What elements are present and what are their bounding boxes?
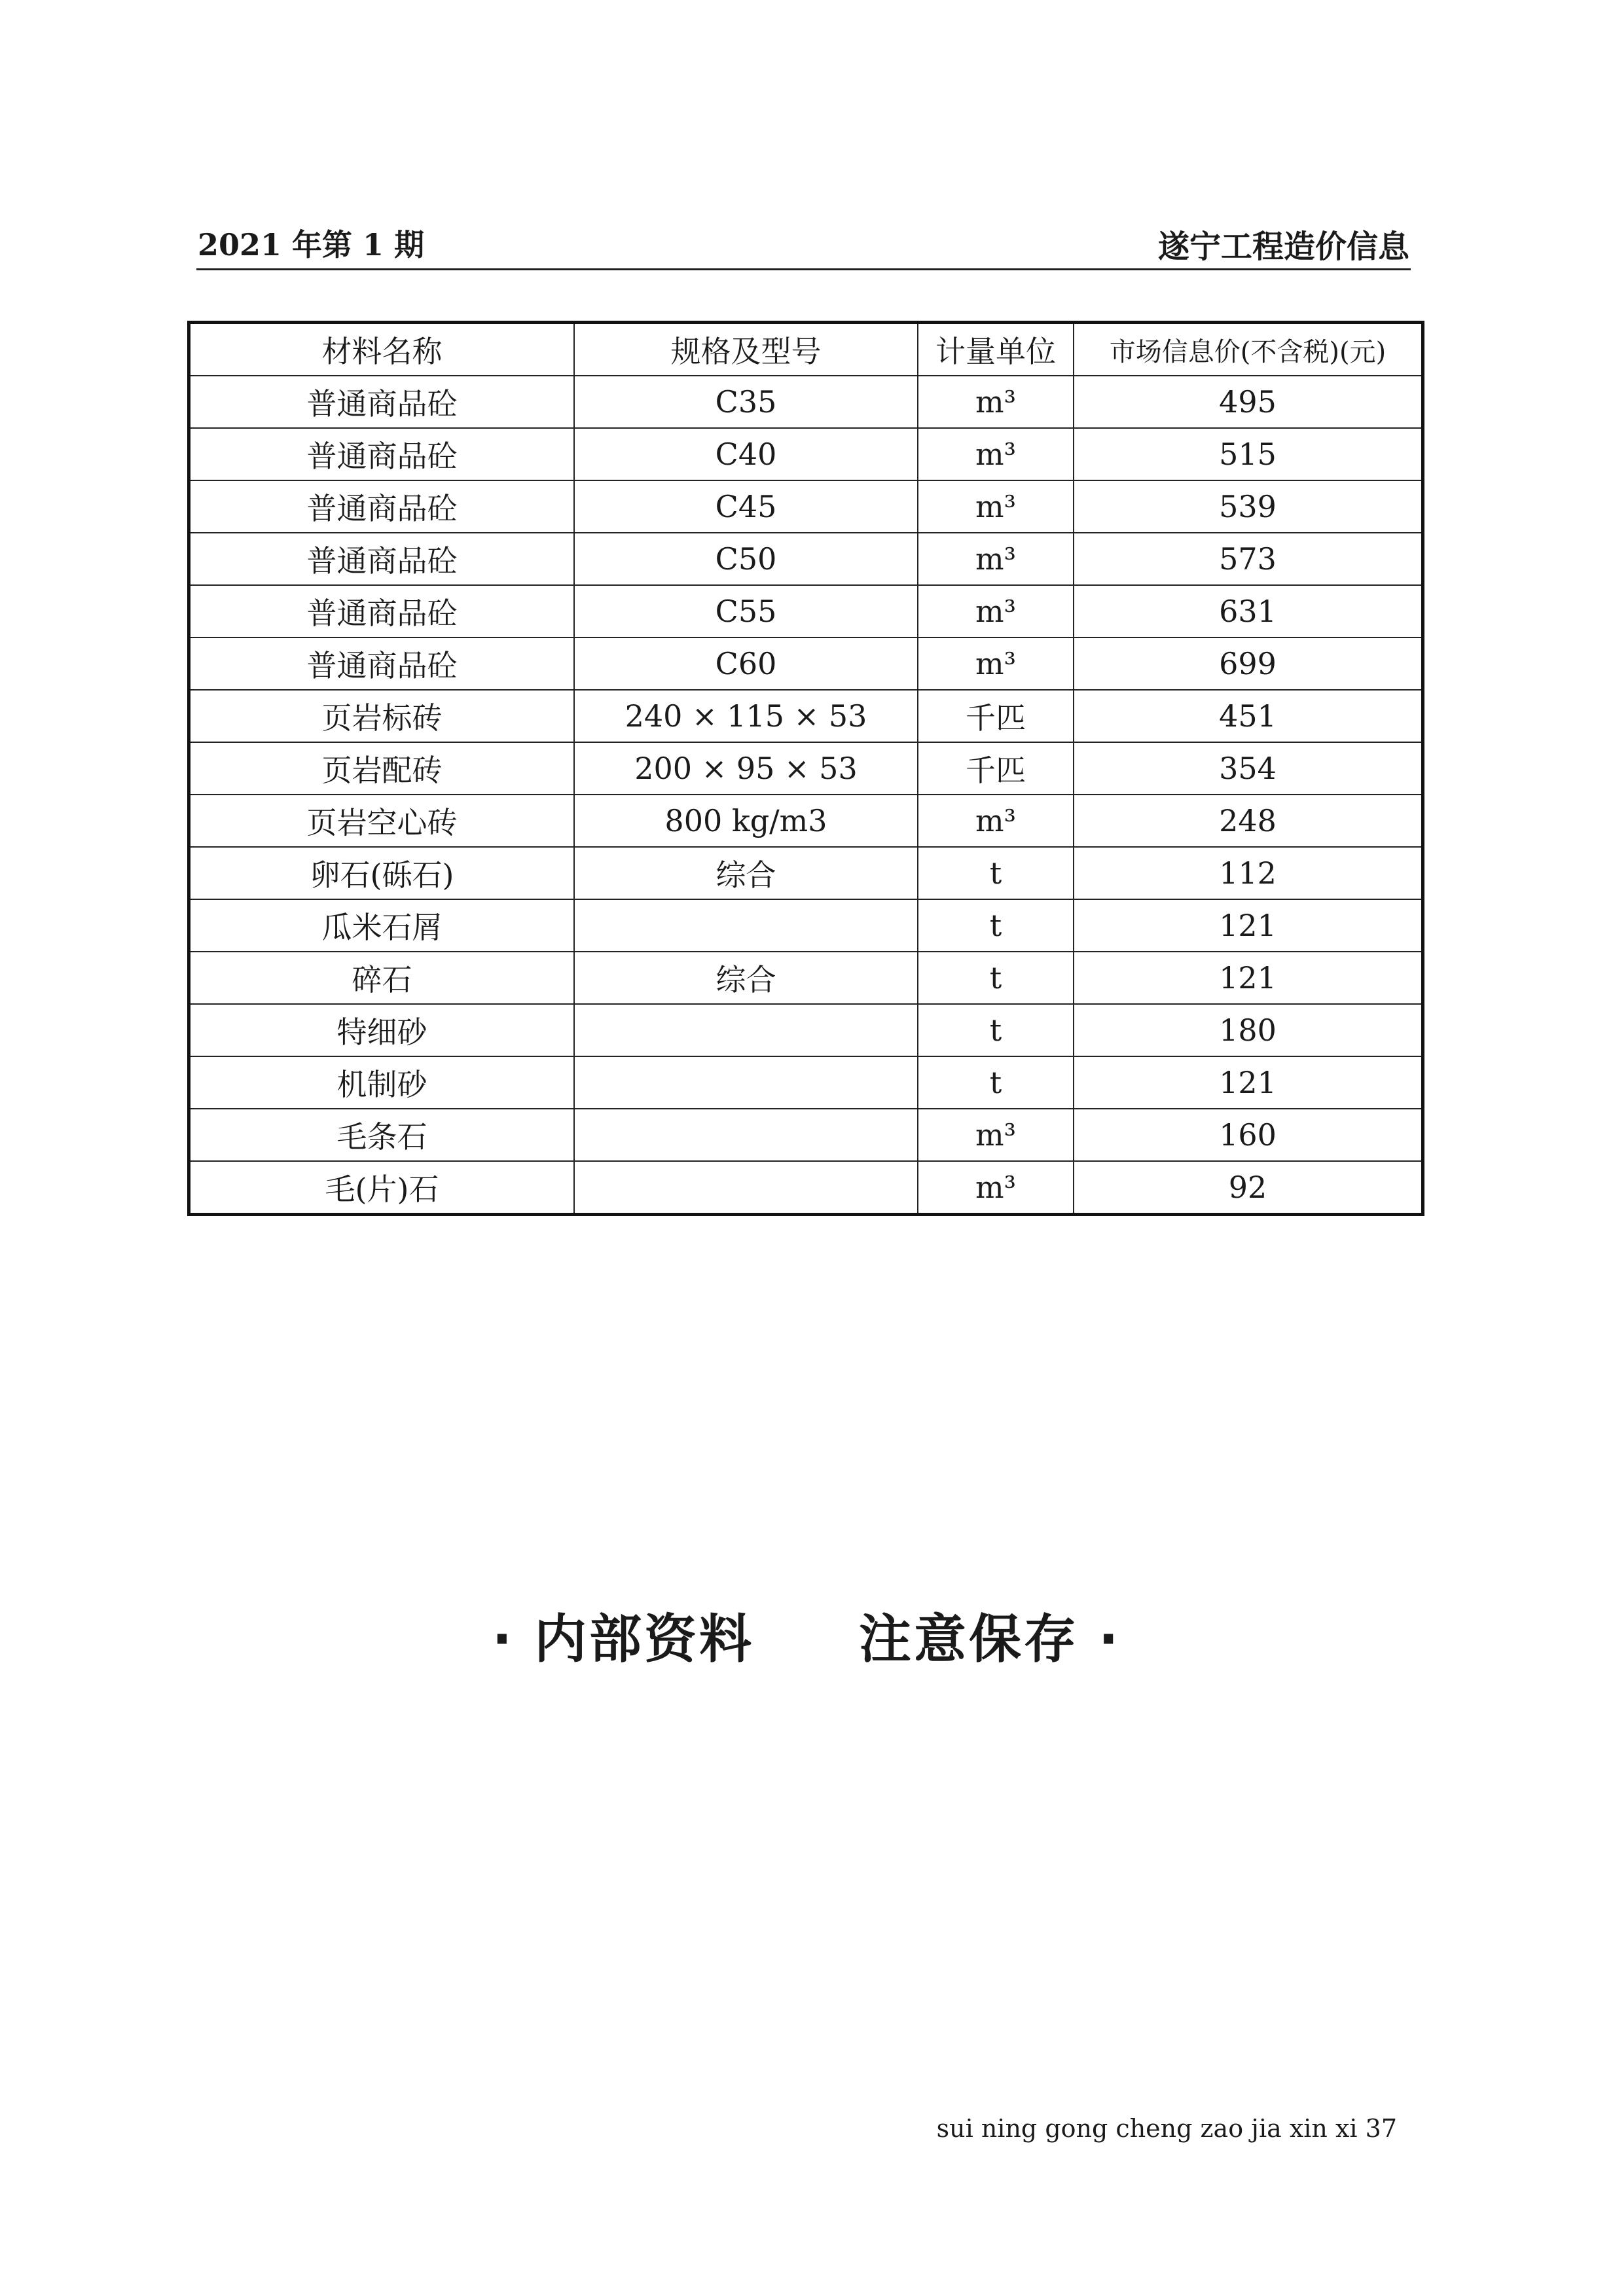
table-row [189, 480, 1423, 533]
cell-unit: t [918, 847, 1074, 899]
cell-price: 699 [1074, 637, 1423, 690]
issue-label: 2021 年第 1 期 [198, 227, 425, 262]
cell-material-name: 瓜米石屑 [189, 899, 575, 952]
cell-spec: 240 × 115 × 53 [574, 690, 918, 742]
cell-price: 515 [1074, 428, 1423, 480]
cell-unit: m³ [918, 1109, 1074, 1161]
table-row [189, 1004, 1423, 1056]
cell-spec: 800 kg/m3 [574, 795, 918, 847]
cell-spec: C60 [574, 637, 918, 690]
cell-price: 539 [1074, 480, 1423, 533]
internal-notice [0, 1597, 1613, 1672]
cell-material-name: 普通商品砼 [189, 585, 575, 637]
cell-price: 160 [1074, 1109, 1423, 1161]
cell-unit: m³ [918, 795, 1074, 847]
cell-unit: t [918, 1004, 1074, 1056]
cell-spec: C45 [574, 480, 918, 533]
cell-material-name: 卵石(砾石) [189, 847, 575, 899]
table-row [189, 899, 1423, 952]
cell-price: 248 [1074, 795, 1423, 847]
cell-material-name: 普通商品砼 [189, 428, 575, 480]
cell-unit: 千匹 [918, 690, 1074, 742]
table-row [189, 533, 1423, 585]
notice-bullet: · [1098, 1609, 1121, 1670]
table-row [189, 690, 1423, 742]
cell-material-name: 普通商品砼 [189, 480, 575, 533]
cell-material-name: 机制砂 [189, 1056, 575, 1109]
cell-material-name: 普通商品砼 [189, 533, 575, 585]
table-row [189, 428, 1423, 480]
cell-unit: m³ [918, 376, 1074, 428]
cell-material-name: 页岩标砖 [189, 690, 575, 742]
page-footer: sui ning gong cheng zao jia xin xi 37 [936, 2114, 1397, 2143]
table-row [189, 795, 1423, 847]
cell-unit: t [918, 1056, 1074, 1109]
cell-material-name: 普通商品砼 [189, 637, 575, 690]
cell-price: 121 [1074, 1056, 1423, 1109]
cell-price: 631 [1074, 585, 1423, 637]
cell-price: 451 [1074, 690, 1423, 742]
cell-spec [574, 1161, 918, 1215]
cell-spec [574, 1109, 918, 1161]
table-row [189, 637, 1423, 690]
cell-material-name: 毛(片)石 [189, 1161, 575, 1215]
cell-price: 121 [1074, 899, 1423, 952]
table-row [189, 742, 1423, 795]
table-row [189, 847, 1423, 899]
cell-material-name: 碎石 [189, 952, 575, 1004]
table-row [189, 1161, 1423, 1215]
cell-spec [574, 1004, 918, 1056]
table-header-row [189, 323, 1423, 376]
cell-spec [574, 1056, 918, 1109]
cell-price: 573 [1074, 533, 1423, 585]
header-price: 市场信息价(不含税)(元) [1074, 323, 1423, 376]
header-spec: 规格及型号 [574, 323, 918, 376]
cell-unit: m³ [918, 428, 1074, 480]
cell-unit: 千匹 [918, 742, 1074, 795]
publication-title: 遂宁工程造价信息 [1157, 228, 1409, 265]
cell-material-name: 页岩空心砖 [189, 795, 575, 847]
cell-spec: 综合 [574, 847, 918, 899]
cell-material-name: 普通商品砼 [189, 376, 575, 428]
cell-price: 495 [1074, 376, 1423, 428]
cell-spec: C35 [574, 376, 918, 428]
table-row [189, 585, 1423, 637]
table-row [189, 1109, 1423, 1161]
cell-unit: m³ [918, 480, 1074, 533]
cell-material-name: 特细砂 [189, 1004, 575, 1056]
cell-material-name: 页岩配砖 [189, 742, 575, 795]
cell-unit: m³ [918, 585, 1074, 637]
cell-spec: C40 [574, 428, 918, 480]
cell-spec [574, 899, 918, 952]
cell-price: 354 [1074, 742, 1423, 795]
header-unit: 计量单位 [918, 323, 1074, 376]
cell-unit: m³ [918, 533, 1074, 585]
cell-price: 92 [1074, 1161, 1423, 1215]
table-row [189, 952, 1423, 1004]
price-table [187, 321, 1424, 1216]
cell-unit: t [918, 899, 1074, 952]
cell-spec: 综合 [574, 952, 918, 1004]
cell-spec: 200 × 95 × 53 [574, 742, 918, 795]
cell-unit: m³ [918, 637, 1074, 690]
cell-price: 180 [1074, 1004, 1423, 1056]
table-row [189, 376, 1423, 428]
notice-internal-material: 内部资料 [534, 1609, 754, 1670]
notice-keep-safe: 注意保存 [859, 1609, 1079, 1670]
cell-spec: C50 [574, 533, 918, 585]
notice-bullet: · [492, 1609, 515, 1670]
cell-unit: m³ [918, 1161, 1074, 1215]
header-material-name: 材料名称 [189, 323, 575, 376]
page-header [196, 216, 1411, 270]
cell-unit: t [918, 952, 1074, 1004]
cell-spec: C55 [574, 585, 918, 637]
cell-price: 121 [1074, 952, 1423, 1004]
cell-material-name: 毛条石 [189, 1109, 575, 1161]
table-row [189, 1056, 1423, 1109]
cell-price: 112 [1074, 847, 1423, 899]
